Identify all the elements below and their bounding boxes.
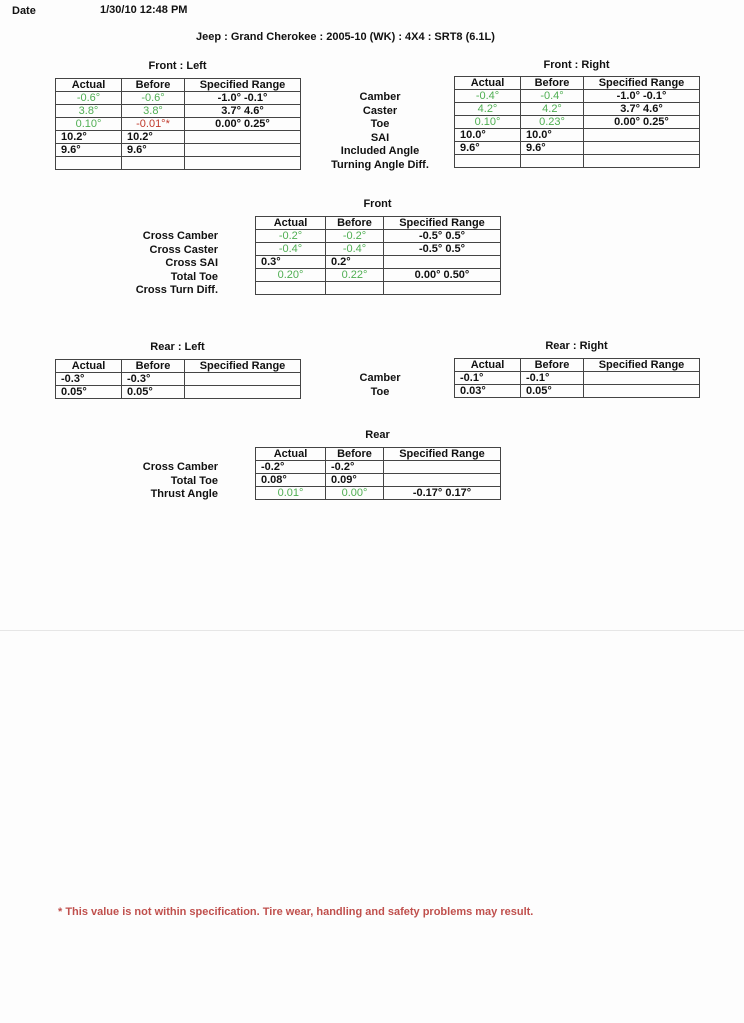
table-row	[455, 155, 700, 168]
spec-cell: -0.5° 0.5°	[384, 243, 501, 256]
actual-cell: -0.2°	[256, 461, 326, 474]
col-actual: Actual	[256, 448, 326, 461]
front-cross-table	[255, 216, 501, 295]
row-label: SAI	[370, 131, 390, 144]
spec-cell	[584, 372, 700, 385]
rear-right-table	[454, 358, 700, 398]
table-row	[56, 92, 301, 105]
actual-cell: 9.6°	[455, 142, 521, 155]
table-row	[256, 474, 501, 487]
spec-cell	[185, 144, 301, 157]
actual-cell: 3.8°	[56, 105, 122, 118]
rear-cross-table	[255, 447, 501, 500]
col-before: Before	[326, 217, 384, 230]
table-row	[56, 144, 301, 157]
col-before: Before	[521, 359, 584, 372]
front-right-table	[454, 76, 700, 168]
rear-cross-title: Rear	[365, 429, 390, 441]
row-label: Caster	[362, 104, 398, 117]
actual-cell: -0.4°	[256, 243, 326, 256]
row-label: Cross Turn Diff.	[135, 284, 218, 296]
table-row	[455, 142, 700, 155]
front-left-table	[55, 78, 301, 170]
table-row	[56, 157, 301, 170]
spec-cell: -0.5° 0.5°	[384, 230, 501, 243]
actual-cell: 10.2°	[56, 131, 122, 144]
col-spec: Specified Range	[185, 79, 301, 92]
spec-cell	[584, 129, 700, 142]
rear-left-table	[55, 359, 301, 399]
actual-cell	[256, 282, 326, 295]
row-label: Thrust Angle	[150, 488, 218, 500]
spec-cell: 3.7° 4.6°	[584, 103, 700, 116]
table-row	[256, 487, 501, 500]
front-cross-labels	[100, 230, 218, 298]
spec-cell	[384, 282, 501, 295]
table-row	[56, 131, 301, 144]
table-row	[455, 103, 700, 116]
before-cell: -0.1°	[521, 372, 584, 385]
col-actual: Actual	[455, 359, 521, 372]
spec-cell: 3.7° 4.6°	[185, 105, 301, 118]
col-spec: Specified Range	[384, 217, 501, 230]
before-cell: 0.05°	[521, 385, 584, 398]
spec-cell	[185, 157, 301, 170]
before-cell: -0.6°	[122, 92, 185, 105]
row-label: Toe	[370, 118, 390, 130]
spec-cell: 0.00° 0.25°	[185, 118, 301, 131]
before-cell: 3.8°	[122, 105, 185, 118]
actual-cell	[455, 155, 521, 168]
before-cell: 9.6°	[122, 144, 185, 157]
before-cell-out-of-spec: -0.01°*	[122, 118, 185, 131]
col-before: Before	[521, 77, 584, 90]
before-cell: -0.3°	[122, 373, 185, 386]
row-label: Cross Caster	[149, 243, 218, 256]
rear-right-title: Rear : Right	[545, 340, 608, 352]
table-row	[455, 129, 700, 142]
before-cell: 4.2°	[521, 103, 584, 116]
before-cell: 0.23°	[521, 116, 584, 129]
col-spec: Specified Range	[384, 448, 501, 461]
actual-cell: 0.05°	[56, 386, 122, 399]
row-label: Cross Camber	[142, 461, 218, 473]
rear-cross-labels	[100, 461, 218, 502]
row-label: Camber	[359, 91, 401, 103]
row-label: Cross Camber	[142, 230, 218, 242]
spec-cell	[584, 385, 700, 398]
col-actual: Actual	[56, 79, 122, 92]
row-label: Included Angle	[340, 145, 420, 157]
actual-cell	[56, 157, 122, 170]
row-label: Total Toe	[170, 474, 218, 487]
spec-cell: -1.0° -0.1°	[185, 92, 301, 105]
table-row	[56, 118, 301, 131]
before-cell: 0.09°	[326, 474, 384, 487]
actual-cell: 0.3°	[256, 256, 326, 269]
front-cross-title: Front	[363, 198, 392, 210]
spec-cell	[185, 386, 301, 399]
table-row	[256, 461, 501, 474]
actual-cell: -0.2°	[256, 230, 326, 243]
before-cell: -0.4°	[521, 90, 584, 103]
table-row	[256, 230, 501, 243]
actual-cell: -0.1°	[455, 372, 521, 385]
paper-fold-line	[0, 630, 744, 631]
actual-cell: 10.0°	[455, 129, 521, 142]
spec-cell	[185, 373, 301, 386]
vehicle-title: Jeep : Grand Cherokee : 2005-10 (WK) : 4X4 : SRT8 (6.1L)	[196, 31, 495, 43]
row-label: Camber	[359, 372, 401, 384]
before-cell: 10.2°	[122, 131, 185, 144]
col-before: Before	[122, 360, 185, 373]
col-spec: Specified Range	[584, 359, 700, 372]
table-row	[256, 256, 501, 269]
before-cell: -0.2°	[326, 230, 384, 243]
table-row	[455, 116, 700, 129]
table-row	[256, 269, 501, 282]
before-cell	[521, 155, 584, 168]
row-label: Turning Angle Diff.	[331, 158, 429, 171]
spec-cell	[584, 142, 700, 155]
actual-cell: 9.6°	[56, 144, 122, 157]
actual-cell: 0.10°	[56, 118, 122, 131]
spec-cell: -1.0° -0.1°	[584, 90, 700, 103]
row-label: Toe	[370, 385, 390, 398]
table-row	[256, 243, 501, 256]
col-before: Before	[122, 79, 185, 92]
col-spec: Specified Range	[185, 360, 301, 373]
col-actual: Actual	[455, 77, 521, 90]
table-row	[56, 105, 301, 118]
before-cell: 10.0°	[521, 129, 584, 142]
before-cell: 0.22°	[326, 269, 384, 282]
actual-cell: -0.6°	[56, 92, 122, 105]
before-cell	[122, 157, 185, 170]
before-cell: 0.00°	[326, 487, 384, 500]
table-row	[455, 90, 700, 103]
table-row	[56, 373, 301, 386]
actual-cell: 0.20°	[256, 269, 326, 282]
table-row	[455, 372, 700, 385]
actual-cell: 0.03°	[455, 385, 521, 398]
actual-cell: 4.2°	[455, 103, 521, 116]
actual-cell: -0.3°	[56, 373, 122, 386]
date-label: Date	[12, 5, 36, 17]
col-actual: Actual	[56, 360, 122, 373]
actual-cell: 0.10°	[455, 116, 521, 129]
spec-cell	[384, 256, 501, 269]
footnote-warning: * This value is not within specification. Tire wear, handling and safety problems may result.	[58, 906, 534, 918]
col-before: Before	[326, 448, 384, 461]
before-cell: 9.6°	[521, 142, 584, 155]
table-row	[256, 282, 501, 295]
spec-cell	[384, 461, 501, 474]
before-cell: 0.2°	[326, 256, 384, 269]
front-left-title: Front : Left	[148, 60, 207, 72]
actual-cell: 0.08°	[256, 474, 326, 487]
row-label: Cross SAI	[165, 257, 218, 269]
spec-cell: 0.00° 0.25°	[584, 116, 700, 129]
before-cell: -0.2°	[326, 461, 384, 474]
front-right-title: Front : Right	[543, 59, 610, 71]
rear-left-title: Rear : Left	[150, 341, 205, 353]
spec-cell: -0.17° 0.17°	[384, 487, 501, 500]
spec-cell	[384, 474, 501, 487]
before-cell: 0.05°	[122, 386, 185, 399]
before-cell: -0.4°	[326, 243, 384, 256]
actual-cell: -0.4°	[455, 90, 521, 103]
actual-cell: 0.01°	[256, 487, 326, 500]
front-row-labels	[310, 91, 450, 172]
spec-cell	[185, 131, 301, 144]
spec-cell: 0.00° 0.50°	[384, 269, 501, 282]
date-value: 1/30/10 12:48 PM	[100, 4, 188, 16]
col-spec: Specified Range	[584, 77, 700, 90]
spec-cell	[584, 155, 700, 168]
row-label: Total Toe	[170, 270, 218, 283]
table-row	[56, 386, 301, 399]
col-actual: Actual	[256, 217, 326, 230]
rear-row-labels	[330, 372, 430, 399]
before-cell	[326, 282, 384, 295]
table-row	[455, 385, 700, 398]
